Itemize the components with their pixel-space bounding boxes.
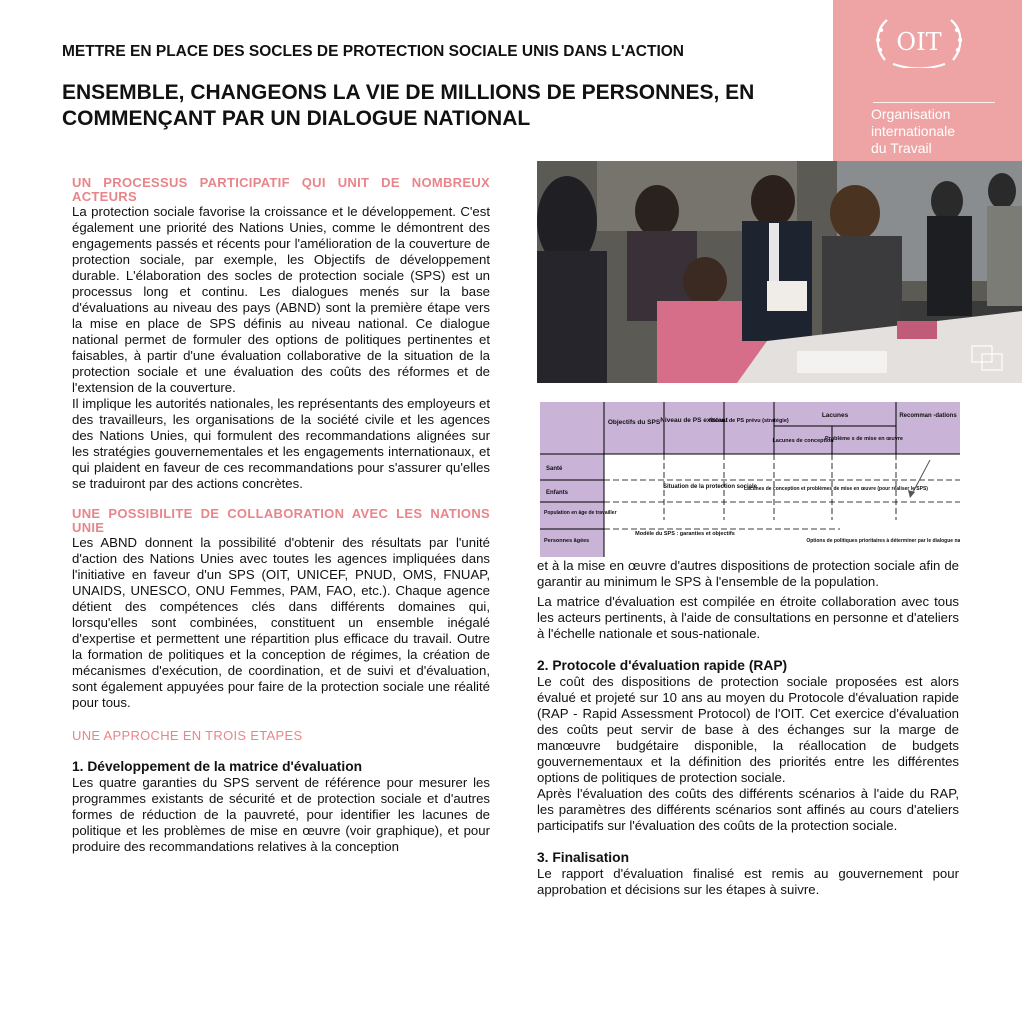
paragraph: Les ABND donnent la possibilité d'obtenir des résultats par l'unité d'action des Nations Unies avec toutes les agences impliquées dans l'initiative en faveur d'un SPS (OIT, UNICEF, PNUD, OMS, FNUAP, UNAIDS, UNESCO, ONU Femmes, PAM, FAO, etc.). Chaque agence détient des compétences clés dans différents domaines qui, lorsqu'elles sont combinées, constituent un ensemble inégalé d'expertise et permettent une répartition plus efficace du travail. Outre la formation de politiques et la conception de régimes, la création de mécanismes d'exécution, de coordination, et de suivi et d'évaluation, sont également appuyées pour faire de la protection sociale une réalité pour tous. [72,535,490,710]
logo-line-1: Organisation [871,106,951,122]
paragraph: La protection sociale favorise la croissance et le développement. C'est également une priorité des Nations Unies, comme le démontrent des engagements passés et récents pour l'amélioration de la couverture de protection sociale, par exemple, les Objectifs de développement durable. L'élaboration des socles de protection sociale (SPS) est un processus long et continu. Les dialogues menés sur la base d'évaluations au niveau des pays (ABND) sont la première étape vers la mise en place de SPS définis au niveau national. Ce dialogue national permet de formuler des options de politiques pertinentes et faisables, à partir d'une évaluation collaborative de la situation de la protection sociale et une évaluation des coûts des réformes et de l'extension de la couverture. [72,204,490,395]
step3-title: 3. Finalisation [537,850,629,865]
matrix-col-4: Lacunes [821,412,849,419]
document-subtitle: METTRE EN PLACE DES SOCLES DE PROTECTION SOCIALE UNIS DANS L'ACTION [62,43,685,60]
section-title-collaboration: UNE POSSIBILITE DE COLLABORATION AVEC LES NATIONS UNIE [72,506,490,535]
right-column [537,558,959,898]
step2-title: 2. Protocole d'évaluation rapide (RAP) [537,658,788,673]
document-title: ENSEMBLE, CHANGEONS LA VIE DE MILLIONS DE PERSONNES, EN COMMENÇANT PAR UN DIALOGUE NATIONAL [62,81,755,130]
section-title-participatif: UN PROCESSUS PARTICIPATIF QUI UNIT DE NOMBREUX ACTEURS [72,175,490,204]
paragraph: La matrice d'évaluation est compilée en étroite collaboration avec tous les acteurs pertinents, à l'aide de consultations en personne et d'ateliers à l'échelle nationale et sous-nationale. [537,594,959,641]
paragraph: Le coût des dispositions de protection sociale proposées est alors évalué et projeté sur 10 ans au moyen du Protocole d'évaluation rapide (RAP - Rapid Assessment Protocol) de l'OIT. Cet exercice d'évaluation des coûts peut servir de base à des échanges sur la marge de manœuvre budgétaire disponible, la réallocation de budgets gouvernementaux et la définition des priorités entre les différentes options de politiques de protection sociale. [537,674,959,785]
logo-line-2: internationale [871,123,956,139]
paragraph: Il implique les autorités nationales, les représentants des employeurs et des travailleurs, les organisations de la société civile et les agences des Nations Unies, qui formulent des recommandations alignées sur les stratégies gouvernementales et les engagements internationaux, et qui plaident en faveur de ces recommandations pour s'assurer qu'elles se traduiront par des actions concrètes. [72,396,490,491]
matrix-cell-modele: Modèle du SPS : garanties et objectifs [635,531,735,537]
assessment-matrix [540,402,960,557]
photo-corner-graphic [970,342,1006,372]
paragraph: Les quatre garanties du SPS servent de référence pour mesurer les programmes existants de sécurité et de protection sociale et d'autres formes de réduction de la pauvreté, pour identifier les lacunes de politique et les problèmes de mise en œuvre (voir graphique), et pour produire des recommandations relatives à la conception [72,775,490,854]
logo-line-3: du Travail [871,140,932,156]
matrix-col-1: Objectifs du SPS [607,419,661,426]
matrix-col-3: Niveau de PS prévu (stratégie) [709,418,789,424]
matrix-row-1: Santé [546,466,563,472]
matrix-cell-situation: Situation de la protection sociale [662,484,758,490]
matrix-cell-lacunes: Lacunes de conception et problèmes de mise en œuvre (pour réaliser le SPS) [744,486,928,492]
step1-title: 1. Développement de la matrice d'évaluation [72,759,363,774]
paragraph: Après l'évaluation des coûts des différents scénarios à l'aide du RAP, les paramètres des différents scénarios sont affinés au cours d'ateliers participatifs sur l'évaluation des coûts de la protection sociale. [537,786,959,833]
logo-name [871,106,955,157]
matrix-row-2: Enfants [546,490,569,496]
matrix-col-5: Recomman -dations [899,413,957,419]
paragraph: Le rapport d'évaluation finalisé est remis au gouvernement pour approbation et décisions sur les étapes à suivre. [537,866,959,897]
ilo-emblem-icon [871,12,967,68]
matrix-row-4: Personnes âgées [544,538,590,544]
matrix-cell-options: Options de politiques prioritaires à déterminer par le dialogue national [806,538,960,544]
workshop-photo [537,161,1022,383]
logo-abbr: OIT [896,28,942,56]
matrix-subcol-1: Lacunes de conception [772,438,834,444]
section-title-trois-etapes: UNE APPROCHE EN TROIS ETAPES [72,728,303,743]
matrix-subcol-2: Problème s de mise en œuvre [825,436,903,442]
matrix-row-3: Population en âge de travailler [544,510,617,516]
ilo-logo [833,0,1022,161]
left-column [72,176,490,855]
paragraph: et à la mise en œuvre d'autres dispositions de protection sociale afin de garantir au minimum le SPS à l'ensemble de la population. [537,558,959,589]
matrix-col-2: Niveau de PS existant [660,417,728,424]
